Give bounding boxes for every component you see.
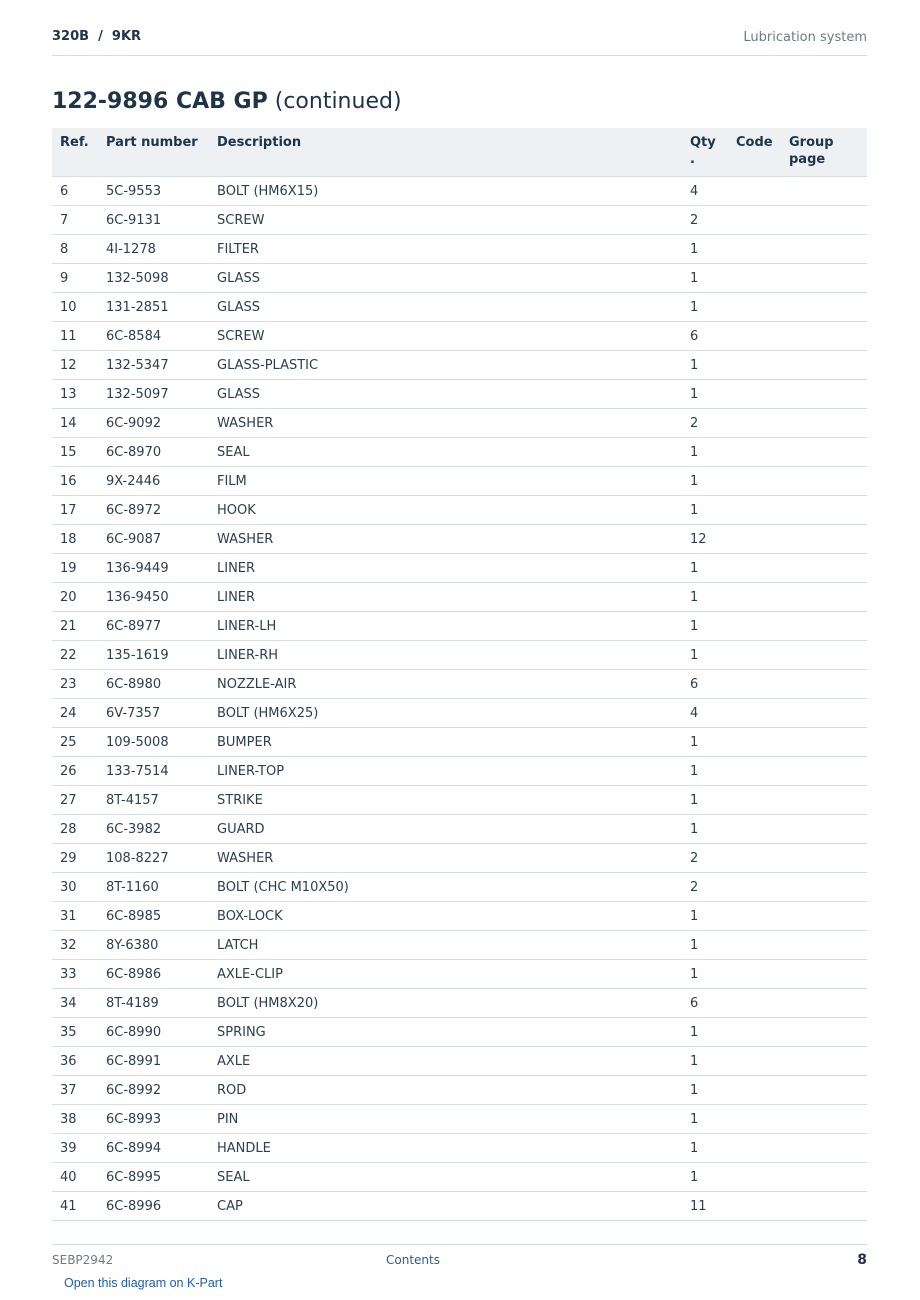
code-cell — [728, 1018, 781, 1047]
table-row — [52, 438, 867, 467]
code-cell — [728, 1134, 781, 1163]
part-number-cell: 6C-9087 — [98, 525, 209, 554]
code-cell — [728, 177, 781, 206]
page-title — [52, 89, 402, 114]
description-cell: BOX-LOCK — [209, 902, 682, 931]
group-page-cell — [781, 989, 867, 1018]
group-page-cell — [781, 931, 867, 960]
ref-cell: 32 — [52, 931, 98, 960]
ref-cell: 39 — [52, 1134, 98, 1163]
qty-cell: 11 — [682, 1192, 728, 1221]
parts-table — [52, 128, 867, 1221]
group-page-cell — [781, 960, 867, 989]
code-cell — [728, 815, 781, 844]
group-page-cell — [781, 206, 867, 235]
group-page-cell — [781, 786, 867, 815]
part-number-cell: 6C-8996 — [98, 1192, 209, 1221]
qty-cell: 1 — [682, 902, 728, 931]
table-row — [52, 177, 867, 206]
column-header-description: Description — [209, 128, 682, 177]
table-row — [52, 1192, 867, 1221]
table-row — [52, 467, 867, 496]
group-page-cell — [781, 844, 867, 873]
ref-cell: 15 — [52, 438, 98, 467]
description-cell: GLASS — [209, 293, 682, 322]
ref-cell: 8 — [52, 235, 98, 264]
ref-cell: 31 — [52, 902, 98, 931]
code-cell — [728, 554, 781, 583]
group-page-cell — [781, 409, 867, 438]
description-cell: SEAL — [209, 1163, 682, 1192]
column-header-group-page: Group page — [781, 128, 867, 177]
part-number-cell: 8T-4157 — [98, 786, 209, 815]
ref-cell: 18 — [52, 525, 98, 554]
description-cell: LINER-RH — [209, 641, 682, 670]
table-row — [52, 351, 867, 380]
table-row — [52, 409, 867, 438]
part-number-cell: 6C-8980 — [98, 670, 209, 699]
code-cell — [728, 844, 781, 873]
code-cell — [728, 786, 781, 815]
page-number: 8 — [857, 1252, 867, 1268]
qty-cell: 1 — [682, 235, 728, 264]
group-page-cell — [781, 293, 867, 322]
ref-cell: 30 — [52, 873, 98, 902]
qty-cell: 1 — [682, 1018, 728, 1047]
table-row — [52, 525, 867, 554]
table-row — [52, 1163, 867, 1192]
qty-cell: 1 — [682, 264, 728, 293]
ref-cell: 29 — [52, 844, 98, 873]
ref-cell: 38 — [52, 1105, 98, 1134]
table-row — [52, 1018, 867, 1047]
qty-cell: 1 — [682, 1076, 728, 1105]
part-number-cell: 6V-7357 — [98, 699, 209, 728]
part-number-cell: 132-5347 — [98, 351, 209, 380]
ref-cell: 22 — [52, 641, 98, 670]
code-cell — [728, 757, 781, 786]
group-page-cell — [781, 670, 867, 699]
qty-cell: 1 — [682, 438, 728, 467]
group-page-cell — [781, 438, 867, 467]
part-number-cell: 131-2851 — [98, 293, 209, 322]
qty-cell: 1 — [682, 1047, 728, 1076]
ref-cell: 10 — [52, 293, 98, 322]
qty-cell: 1 — [682, 1134, 728, 1163]
group-page-cell — [781, 496, 867, 525]
ref-cell: 20 — [52, 583, 98, 612]
part-number-cell: 132-5098 — [98, 264, 209, 293]
code-cell — [728, 380, 781, 409]
group-page-cell — [781, 380, 867, 409]
table-row — [52, 206, 867, 235]
group-page-cell — [781, 641, 867, 670]
qty-cell: 1 — [682, 496, 728, 525]
description-cell: BUMPER — [209, 728, 682, 757]
code-cell — [728, 438, 781, 467]
code-cell — [728, 1047, 781, 1076]
qty-cell: 1 — [682, 641, 728, 670]
qty-cell: 1 — [682, 960, 728, 989]
qty-cell: 2 — [682, 206, 728, 235]
kpart-diagram-link[interactable]: Open this diagram on K-Part — [64, 1276, 223, 1290]
ref-cell: 9 — [52, 264, 98, 293]
code-cell — [728, 1192, 781, 1221]
ref-cell: 7 — [52, 206, 98, 235]
qty-cell: 4 — [682, 699, 728, 728]
group-page-cell — [781, 815, 867, 844]
part-number-cell: 8T-4189 — [98, 989, 209, 1018]
qty-cell: 1 — [682, 757, 728, 786]
part-number-cell: 8T-1160 — [98, 873, 209, 902]
table-row — [52, 670, 867, 699]
part-number-cell: 109-5008 — [98, 728, 209, 757]
column-header-code: Code — [728, 128, 781, 177]
ref-cell: 25 — [52, 728, 98, 757]
code-cell — [728, 525, 781, 554]
ref-cell: 40 — [52, 1163, 98, 1192]
table-row — [52, 612, 867, 641]
group-page-cell — [781, 612, 867, 641]
part-number-cell: 6C-8584 — [98, 322, 209, 351]
code-cell — [728, 467, 781, 496]
code-cell — [728, 293, 781, 322]
part-number-cell: 6C-8991 — [98, 1047, 209, 1076]
column-header-qty: Qty . — [682, 128, 728, 177]
ref-cell: 12 — [52, 351, 98, 380]
table-row — [52, 728, 867, 757]
part-number-cell: 6C-8990 — [98, 1018, 209, 1047]
code-cell — [728, 1105, 781, 1134]
code-cell — [728, 728, 781, 757]
qty-cell: 1 — [682, 554, 728, 583]
footer-divider — [52, 1244, 867, 1245]
document-id: SEBP2942 — [52, 1253, 114, 1267]
part-number-cell: 136-9450 — [98, 583, 209, 612]
description-cell: HANDLE — [209, 1134, 682, 1163]
part-number-cell: 6C-8972 — [98, 496, 209, 525]
section-name: Lubrication system — [743, 30, 867, 45]
code-cell — [728, 409, 781, 438]
description-cell: AXLE-CLIP — [209, 960, 682, 989]
page-header — [52, 28, 867, 56]
contents-link[interactable]: Contents — [386, 1253, 440, 1267]
table-row — [52, 699, 867, 728]
qty-cell: 2 — [682, 844, 728, 873]
table-row — [52, 786, 867, 815]
part-number-cell: 6C-8970 — [98, 438, 209, 467]
group-page-cell — [781, 1018, 867, 1047]
description-cell: BOLT (HM6X15) — [209, 177, 682, 206]
ref-cell: 17 — [52, 496, 98, 525]
part-number-cell: 6C-8986 — [98, 960, 209, 989]
qty-cell: 1 — [682, 786, 728, 815]
table-row — [52, 1076, 867, 1105]
description-cell: FILM — [209, 467, 682, 496]
description-cell: PIN — [209, 1105, 682, 1134]
code-cell — [728, 322, 781, 351]
description-cell: FILTER — [209, 235, 682, 264]
part-number-cell: 6C-3982 — [98, 815, 209, 844]
group-page-cell — [781, 177, 867, 206]
ref-cell: 14 — [52, 409, 98, 438]
group-title: 122-9896 CAB GP — [52, 89, 268, 114]
table-row — [52, 844, 867, 873]
group-page-cell — [781, 351, 867, 380]
part-number-cell: 6C-8977 — [98, 612, 209, 641]
ref-cell: 37 — [52, 1076, 98, 1105]
group-page-cell — [781, 583, 867, 612]
code-cell — [728, 931, 781, 960]
description-cell: SPRING — [209, 1018, 682, 1047]
part-number-cell: 4I-1278 — [98, 235, 209, 264]
group-page-cell — [781, 728, 867, 757]
group-page-cell — [781, 1163, 867, 1192]
part-number-cell: 136-9449 — [98, 554, 209, 583]
table-row — [52, 873, 867, 902]
ref-cell: 21 — [52, 612, 98, 641]
description-cell: GUARD — [209, 815, 682, 844]
code-cell — [728, 351, 781, 380]
code-cell — [728, 496, 781, 525]
description-cell: LINER-LH — [209, 612, 682, 641]
ref-cell: 24 — [52, 699, 98, 728]
code-cell — [728, 873, 781, 902]
qty-cell: 1 — [682, 1163, 728, 1192]
ref-cell: 19 — [52, 554, 98, 583]
description-cell: SCREW — [209, 206, 682, 235]
qty-cell: 1 — [682, 728, 728, 757]
qty-cell: 1 — [682, 467, 728, 496]
code-cell — [728, 902, 781, 931]
description-cell: LATCH — [209, 931, 682, 960]
qty-cell: 1 — [682, 1105, 728, 1134]
description-cell: WASHER — [209, 525, 682, 554]
description-cell: WASHER — [209, 409, 682, 438]
qty-cell: 6 — [682, 322, 728, 351]
part-number-cell: 135-1619 — [98, 641, 209, 670]
table-row — [52, 815, 867, 844]
group-page-cell — [781, 757, 867, 786]
part-number-cell: 6C-8992 — [98, 1076, 209, 1105]
code-cell — [728, 641, 781, 670]
description-cell: ROD — [209, 1076, 682, 1105]
column-header-ref: Ref. — [52, 128, 98, 177]
ref-cell: 26 — [52, 757, 98, 786]
qty-cell: 1 — [682, 351, 728, 380]
code-cell — [728, 699, 781, 728]
qty-cell: 2 — [682, 873, 728, 902]
code-cell — [728, 235, 781, 264]
group-page-cell — [781, 699, 867, 728]
group-page-cell — [781, 1192, 867, 1221]
table-row — [52, 989, 867, 1018]
description-cell: LINER-TOP — [209, 757, 682, 786]
group-page-cell — [781, 1105, 867, 1134]
code-cell — [728, 1163, 781, 1192]
column-header-part-number: Part number — [98, 128, 209, 177]
part-number-cell: 132-5097 — [98, 380, 209, 409]
table-row — [52, 293, 867, 322]
code-cell — [728, 670, 781, 699]
ref-cell: 23 — [52, 670, 98, 699]
ref-cell: 35 — [52, 1018, 98, 1047]
part-number-cell: 6C-9131 — [98, 206, 209, 235]
description-cell: GLASS — [209, 264, 682, 293]
ref-cell: 16 — [52, 467, 98, 496]
code-cell — [728, 583, 781, 612]
qty-cell: 12 — [682, 525, 728, 554]
table-row — [52, 264, 867, 293]
ref-cell: 36 — [52, 1047, 98, 1076]
group-page-cell — [781, 467, 867, 496]
table-row — [52, 960, 867, 989]
part-number-cell: 6C-8985 — [98, 902, 209, 931]
part-number-cell: 5C-9553 — [98, 177, 209, 206]
machine-model: 320B / 9KR — [52, 29, 142, 44]
part-number-cell: 108-8227 — [98, 844, 209, 873]
table-row — [52, 322, 867, 351]
description-cell: HOOK — [209, 496, 682, 525]
part-number-cell: 8Y-6380 — [98, 931, 209, 960]
parts-table-body — [52, 177, 867, 1221]
qty-cell: 1 — [682, 612, 728, 641]
part-number-cell: 6C-8993 — [98, 1105, 209, 1134]
table-row — [52, 757, 867, 786]
ref-cell: 33 — [52, 960, 98, 989]
qty-cell: 1 — [682, 583, 728, 612]
code-cell — [728, 612, 781, 641]
ref-cell: 28 — [52, 815, 98, 844]
table-row — [52, 1047, 867, 1076]
group-page-cell — [781, 1047, 867, 1076]
group-page-cell — [781, 873, 867, 902]
qty-cell: 2 — [682, 409, 728, 438]
parts-table-header — [52, 128, 867, 177]
ref-cell: 41 — [52, 1192, 98, 1221]
part-number-cell: 133-7514 — [98, 757, 209, 786]
table-row — [52, 1105, 867, 1134]
qty-cell: 6 — [682, 989, 728, 1018]
group-page-cell — [781, 235, 867, 264]
part-number-cell: 9X-2446 — [98, 467, 209, 496]
ref-cell: 27 — [52, 786, 98, 815]
description-cell: WASHER — [209, 844, 682, 873]
description-cell: SEAL — [209, 438, 682, 467]
code-cell — [728, 206, 781, 235]
qty-cell: 1 — [682, 293, 728, 322]
qty-cell: 1 — [682, 931, 728, 960]
table-row — [52, 583, 867, 612]
table-row — [52, 931, 867, 960]
table-row — [52, 641, 867, 670]
description-cell: BOLT (HM8X20) — [209, 989, 682, 1018]
code-cell — [728, 264, 781, 293]
qty-cell: 4 — [682, 177, 728, 206]
description-cell: SCREW — [209, 322, 682, 351]
part-number-cell: 6C-8994 — [98, 1134, 209, 1163]
description-cell: CAP — [209, 1192, 682, 1221]
group-page-cell — [781, 525, 867, 554]
group-page-cell — [781, 1076, 867, 1105]
qty-cell: 1 — [682, 380, 728, 409]
code-cell — [728, 960, 781, 989]
description-cell: GLASS — [209, 380, 682, 409]
table-row — [52, 1134, 867, 1163]
group-page-cell — [781, 322, 867, 351]
group-page-cell — [781, 902, 867, 931]
description-cell: LINER — [209, 554, 682, 583]
description-cell: AXLE — [209, 1047, 682, 1076]
part-number-cell: 6C-8995 — [98, 1163, 209, 1192]
description-cell: NOZZLE-AIR — [209, 670, 682, 699]
group-page-cell — [781, 264, 867, 293]
description-cell: LINER — [209, 583, 682, 612]
description-cell: STRIKE — [209, 786, 682, 815]
title-suffix: (continued) — [274, 89, 402, 114]
code-cell — [728, 989, 781, 1018]
description-cell: GLASS-PLASTIC — [209, 351, 682, 380]
ref-cell: 13 — [52, 380, 98, 409]
group-page-cell — [781, 1134, 867, 1163]
qty-cell: 6 — [682, 670, 728, 699]
table-row — [52, 380, 867, 409]
ref-cell: 11 — [52, 322, 98, 351]
ref-cell: 34 — [52, 989, 98, 1018]
ref-cell: 6 — [52, 177, 98, 206]
description-cell: BOLT (HM6X25) — [209, 699, 682, 728]
code-cell — [728, 1076, 781, 1105]
table-row — [52, 496, 867, 525]
table-row — [52, 235, 867, 264]
description-cell: BOLT (CHC M10X50) — [209, 873, 682, 902]
table-row — [52, 902, 867, 931]
part-number-cell: 6C-9092 — [98, 409, 209, 438]
table-row — [52, 554, 867, 583]
group-page-cell — [781, 554, 867, 583]
qty-cell: 1 — [682, 815, 728, 844]
